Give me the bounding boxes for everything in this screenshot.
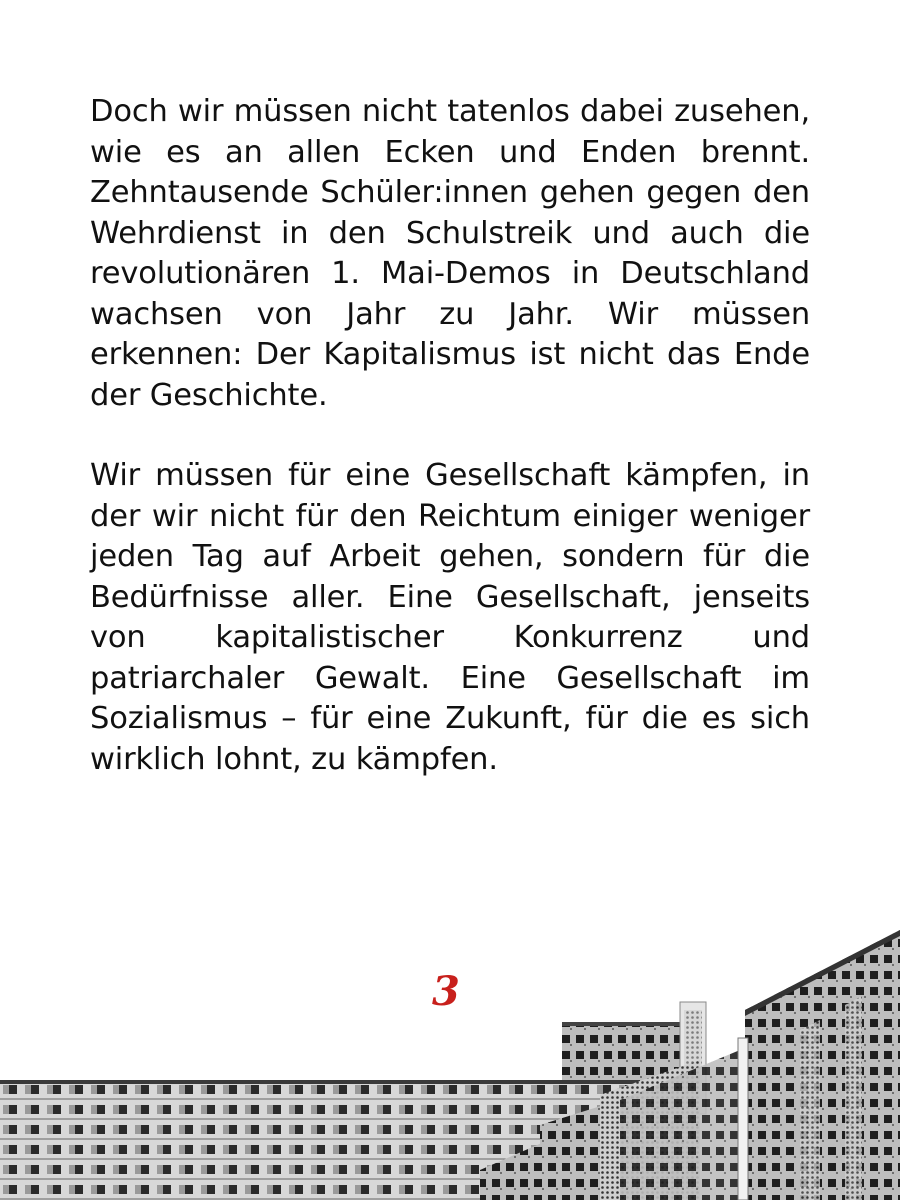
paragraph-1: Doch wir müssen nicht tatenlos dabei zusehen, wie es an allen Ecken und Enden brennt. Zehntausende Schüler:innen gehen gegen den Wehrdienst in den Schulstreik und auch die revolutionären 1. Mai-Demos in Deutschland wachsen von Jahr zu Jahr. Wir müssen erkennen: Der Kapitalismus ist nicht das Ende der Geschichte. <box>90 94 810 413</box>
body-text <box>90 92 810 780</box>
page-number: 3 <box>432 968 460 1015</box>
paragraph-2: Wir müssen für eine Gesellschaft kämpfen, in der wir nicht für den Reichtum einiger weniger jeden Tag auf Arbeit gehen, sondern für die Bedürfnisse aller. Eine Gesellschaft, jenseits von kapitalistischer Konkurrenz und patriarchaler Gewalt. Eine Gesellschaft im Sozialismus – für eine Zukunft, für die es sich wirklich lohnt, zu kämpfen. <box>90 458 810 777</box>
perspective-building-right <box>738 930 900 1200</box>
plattenbau-illustration <box>0 920 900 1200</box>
